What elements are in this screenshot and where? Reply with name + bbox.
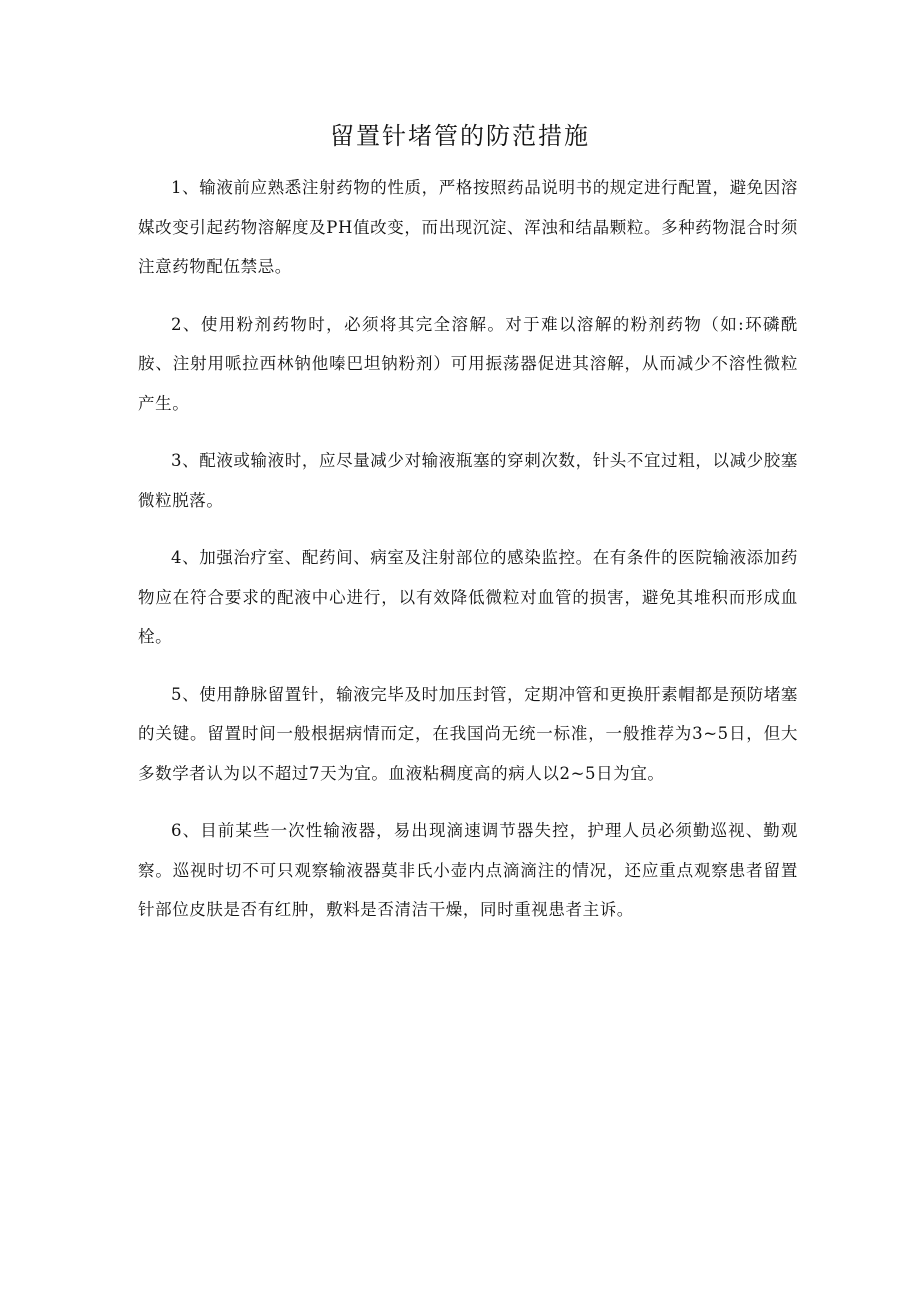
paragraph-2: 2、使用粉剂药物时，必须将其完全溶解。对于难以溶解的粉剂药物（如:环磷酰胺、注射用哌拉西林钠他嗪巴坦钠粉剂）可用振荡器促进其溶解，从而减少不溶性微粒产生。 xyxy=(138,314,798,413)
document-body xyxy=(138,168,798,948)
paragraph-5: 5、使用静脉留置针，输液完毕及时加压封管，定期冲管和更换肝素帽都是预防堵塞的关键。留置时间一般根据病情而定，在我国尚无统一标准，一般推荐为3~5日，但大多数学者认为以不超过7天为宜。血液粘稠度高的病人以2~5日为宜。 xyxy=(138,684,798,783)
paragraph-3: 3、配液或输液时，应尽量减少对输液瓶塞的穿刺次数，针头不宜过粗，以减少胶塞微粒脱落。 xyxy=(138,451,798,510)
paragraph-1: 1、输液前应熟悉注射药物的性质，严格按照药品说明书的规定进行配置，避免因溶媒改变引起药物溶解度及PH值改变，而出现沉淀、浑浊和结晶颗粒。多种药物混合时须注意药物配伍禁忌。 xyxy=(138,178,798,276)
page-title: 留置针堵管的防范措施 xyxy=(330,122,590,150)
paragraph-4: 4、加强治疗室、配药间、病室及注射部位的感染监控。在有条件的医院输液添加药物应在符合要求的配液中心进行，以有效降低微粒对血管的损害，避免其堆积而形成血栓。 xyxy=(138,548,798,646)
paragraph-6: 6、目前某些一次性输液器，易出现滴速调节器失控，护理人员必须勤巡视、勤观察。巡视时切不可只观察输液器莫非氏小壶内点滴滴注的情况，还应重点观察患者留置针部位皮肤是否有红肿，敷料是否清洁干燥，同时重视患者主诉。 xyxy=(138,821,798,919)
